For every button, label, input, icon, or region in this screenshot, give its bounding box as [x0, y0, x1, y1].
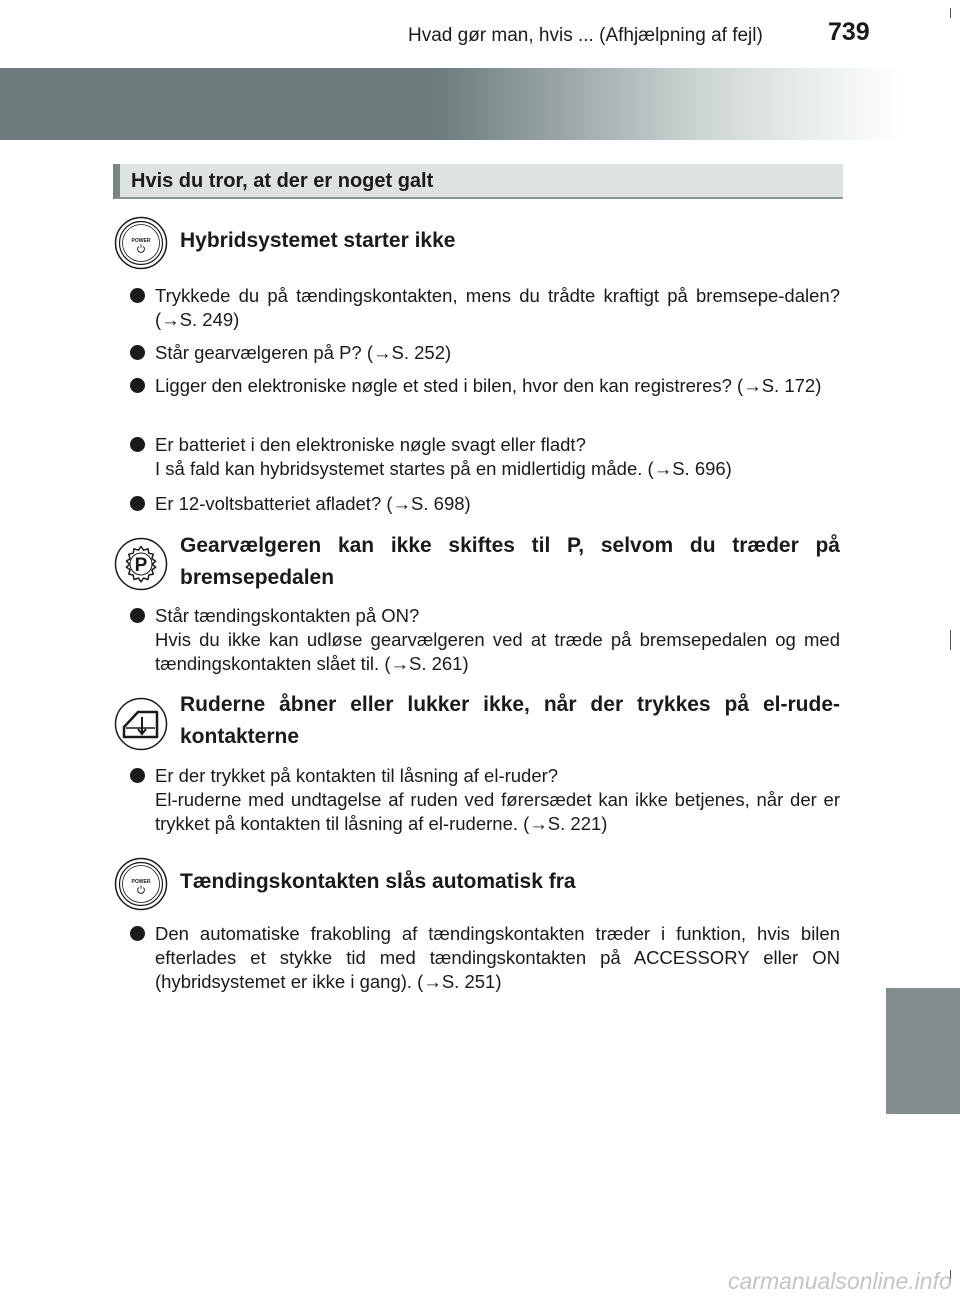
- section-heading: Hvis du tror, at der er noget galt: [113, 164, 843, 199]
- bullet-text: El-ruderne med undtagelse af ruden ved førersædet kan ikke betjenes, når der er trykket på kontakten til låsning af el-ruderne. (→S. 221): [155, 789, 840, 834]
- crop-mark: [950, 630, 951, 650]
- bullet-item: [130, 374, 840, 398]
- bullet-item: [130, 341, 840, 365]
- power-button-icon: [114, 216, 168, 270]
- bullet-text: Ligger den elektroniske nøgle et sted i bilen, hvor den kan registreres? (→S. 172): [155, 375, 822, 396]
- bullet-item: [130, 922, 840, 994]
- page-number: 739: [828, 18, 870, 46]
- bullet-text: Trykkede du på tændingskontakten, mens du trådte kraftigt på bremsepe-dalen? (→S. 249): [155, 285, 840, 330]
- bullet-dot: [130, 496, 145, 511]
- symptom-title: Hybridsystemet starter ikke: [180, 229, 456, 252]
- crop-mark: [950, 8, 951, 18]
- bullet-dot: [130, 608, 145, 623]
- bullet-dot: [130, 288, 145, 303]
- bullet-dot: [130, 437, 145, 452]
- bullet-text: Står tændingskontakten på ON?: [155, 605, 420, 626]
- bullet-dot: [130, 378, 145, 393]
- bullet-text: Er batteriet i den elektroniske nøgle svagt eller fladt?: [155, 434, 586, 455]
- symptom-title: Tændingskontakten slås automatisk fra: [180, 870, 576, 893]
- bullet-item: [130, 604, 840, 676]
- park-gear-label: P: [134, 555, 148, 576]
- bullet-dot: [130, 345, 145, 360]
- bullet-text: Er der trykket på kontakten til låsning af el-ruder?: [155, 765, 559, 786]
- power-window-icon: [114, 697, 168, 751]
- power-button-label: POWER: [131, 879, 151, 885]
- bullet-item: [130, 492, 840, 516]
- bullet-dot: [130, 926, 145, 941]
- bullet-text: Er 12-voltsbatteriet afladet? (→S. 698): [155, 493, 471, 514]
- chapter-side-tab: [886, 988, 960, 1114]
- bullet-text: I så fald kan hybridsystemet startes på en midlertidig måde. (→S. 696): [155, 458, 732, 479]
- power-button-label: POWER: [131, 238, 151, 244]
- bullet-item: [130, 433, 840, 481]
- watermark: carmanualsonline.info: [728, 1268, 952, 1294]
- symptom-title: Gearvælgeren kan ikke skiftes til P, selvom du træder på bremsepedalen: [180, 534, 840, 589]
- chapter-banner: [0, 68, 905, 140]
- bullet-text: Den automatiske frakobling af tændingskontakten træder i funktion, hvis bilen efterlades et stykke tid med tændingskontakten på ACCESSORY eller ON (hybridsystemet er ikke i gang). (→S. 251): [155, 923, 840, 992]
- bullet-text: Står gearvælgeren på P? (→S. 252): [155, 342, 452, 363]
- bullet-item: [130, 764, 840, 836]
- park-gear-icon: [114, 537, 168, 591]
- bullet-text: Hvis du ikke kan udløse gearvælgeren ved at træde på bremsepedalen og med tændingskontakten slået til. (→S. 261): [155, 629, 840, 674]
- bullet-dot: [130, 768, 145, 783]
- bullet-item: [130, 284, 840, 332]
- running-header-title: Hvad gør man, hvis ... (Afhjælpning af fejl): [408, 25, 763, 46]
- power-button-icon: [114, 857, 168, 911]
- symptom-title: Ruderne åbner eller lukker ikke, når der trykkes på el-rude-kontakterne: [180, 693, 840, 748]
